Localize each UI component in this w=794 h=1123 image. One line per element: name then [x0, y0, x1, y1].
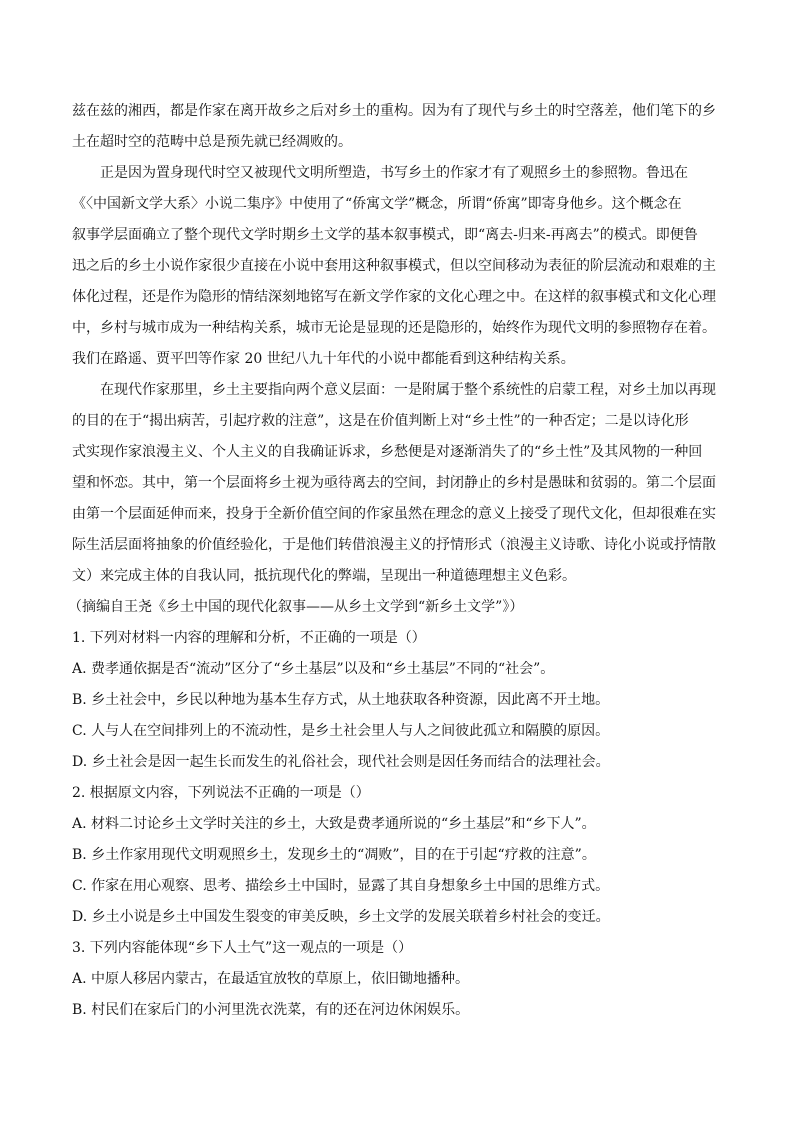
text-line: 正是因为置身现代时空又被现代文明所塑造，书写乡土的作家才有了观照乡土的参照物。鲁迅在: [100, 165, 688, 181]
text-line: 体化过程，还是作为隐形的情结深刻地铭写在新文学作家的文化心理之中。在这样的叙事模式和文化心理: [72, 289, 716, 305]
paragraph-3: [72, 375, 726, 592]
text-line: 文）来完成主体的自我认同，抵抗现代化的弊端，呈现出一种道德理想主义色彩。: [72, 568, 576, 584]
text-line: 《〈中国新文学大系〉小说二集序》中使用了“侨寓文学”概念，所谓“侨寓”即寄身他乡。这个概念在: [72, 196, 682, 212]
answer-option-b: B. 乡土社会中，乡民以种地为基本生存方式，从土地获取各种资源，因此离不开土地。: [72, 692, 610, 708]
text-line: 式实现作家浪漫主义、个人主义的自我确证诉求，乡愁便是对逐渐消失了的“乡土性”及其风物的一种回: [72, 444, 703, 460]
text-line: 的目的在于“揭出病苦，引起疗救的注意”，这是在价值判断上对“乡土性”的一种否定；二是以诗化形: [72, 413, 689, 429]
question-2: [72, 778, 726, 933]
answer-option-b: B. 乡土作家用现代文明观照乡土，发现乡土的“凋败”，目的在于引起“疗救的注意”。: [72, 847, 596, 863]
question-1: [72, 623, 726, 778]
document-page: [68, 96, 726, 1026]
text-line: 土在超时空的范畴中总是预先就已经凋败的。: [72, 134, 352, 150]
question-stem: 1. 下列对材料一内容的理解和分析，不正确的一项是（）: [72, 630, 426, 646]
answer-option-d: D. 乡土社会是因一起生长而发生的礼俗社会，现代社会则是因任务而结合的法理社会。: [72, 754, 610, 770]
answer-option-d: D. 乡土小说是乡土中国发生裂变的审美反映，乡土文学的发展关联着乡村社会的变迁。: [72, 909, 610, 925]
paragraph-2: [72, 158, 726, 375]
text-line: 在现代作家那里，乡土主要指向两个意义层面：一是附属于整个系统性的启蒙工程，对乡土加以再现: [100, 382, 716, 398]
answer-option-a: A. 中原人移居内蒙古，在最适宜放牧的草原上，依旧锄地播种。: [72, 971, 470, 987]
text-line: 中，乡村与城市成为一种结构关系，城市无论是显现的还是隐形的，始终作为现代文明的参照物存在着。: [72, 320, 716, 336]
text-line: 我们在路遥、贾平凹等作家 20 世纪八九十年代的小说中都能看到这种结构关系。: [72, 351, 575, 367]
source-citation: （摘编自王尧《乡土中国的现代化叙事——从乡土文学到“新乡土文学”》）: [68, 599, 524, 615]
question-stem: 2. 根据原文内容，下列说法不正确的一项是（）: [72, 785, 370, 801]
text-line: 迅之后的乡土小说作家很少直接在小说中套用这种叙事模式，但以空间移动为表征的阶层流动和艰难的主: [72, 258, 716, 274]
answer-option-c: C. 作家在用心观察、思考、描绘乡土中国时，显露了其自身想象乡土中国的思维方式。: [72, 878, 610, 894]
question-stem: 3. 下列内容能体现“乡下人土气”这一观点的一项是（）: [72, 940, 413, 956]
text-line: 兹在兹的湘西，都是作家在离开故乡之后对乡土的重构。因为有了现代与乡土的时空落差，他们笔下的乡: [72, 103, 716, 119]
question-3: [72, 933, 726, 1026]
answer-option-b: B. 村民们在家后门的小河里洗衣洗菜，有的还在河边休闲娱乐。: [72, 1002, 470, 1018]
text-line: 际生活层面将抽象的价值经验化，于是他们转借浪漫主义的抒情形式（浪漫主义诗歌、诗化小说或抒情散: [72, 537, 716, 553]
text-line: 由第一个层面延伸而来，投身于全新价值空间的作家虽然在理念的意义上接受了现代文化，但却很难在实: [72, 506, 716, 522]
text-line: 叙事学层面确立了整个现代文学时期乡土文学的基本叙事模式，即“离去-归来-再离去”的模式。即便鲁: [72, 227, 698, 243]
answer-option-c: C. 人与人在空间排列上的不流动性，是乡土社会里人与人之间彼此孤立和隔膜的原因。: [72, 723, 610, 739]
answer-option-a: A. 材料二讨论乡土文学时关注的乡土，大致是费孝通所说的“乡土基层”和“乡下人”。: [72, 816, 596, 832]
answer-option-a: A. 费孝通依据是否“流动”区分了“乡土基层”以及和“乡土基层”不同的“社会”。: [72, 661, 555, 677]
text-line: 望和怀恋。其中，第一个层面将乡土视为亟待离去的空间，封闭静止的乡村是愚昧和贫弱的。第二个层面: [72, 475, 716, 491]
paragraph-1: [72, 96, 726, 158]
